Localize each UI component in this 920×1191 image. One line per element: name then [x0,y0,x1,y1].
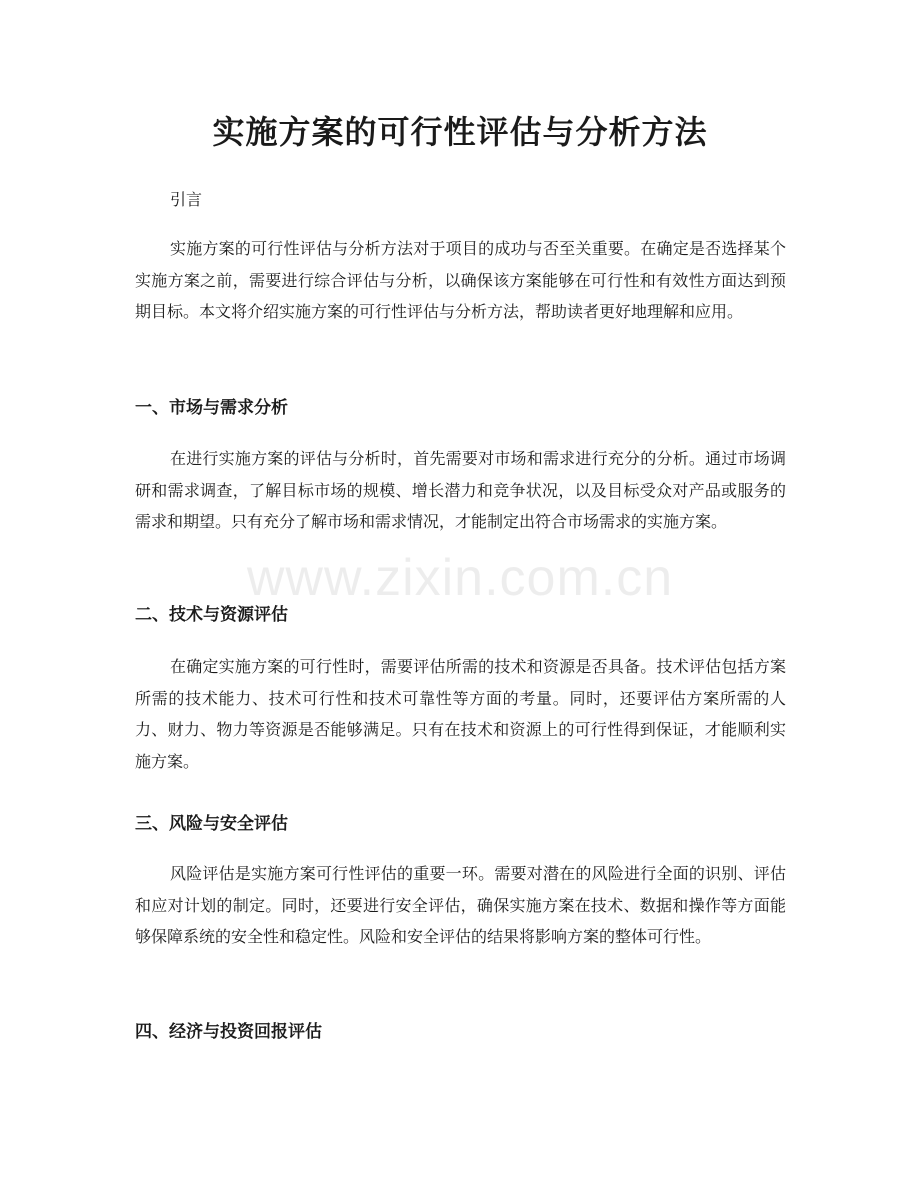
document-title: 实施方案的可行性评估与分析方法 [212,113,708,151]
section-heading-tech: 二、技术与资源评估 [135,605,288,625]
section-heading-market: 一、市场与需求分析 [135,398,288,418]
section-heading-economic: 四、经济与投资回报评估 [135,1022,322,1042]
section-heading-risk: 三、风险与安全评估 [135,814,288,834]
intro-paragraph: 实施方案的可行性评估与分析方法对于项目的成功与否至关重要。在确定是否选择某个实施方案之前，需要进行综合评估与分析，以确保该方案能够在可行性和有效性方面达到预期目标。本文将介绍实施方案的可行性评估与分析方法，帮助读者更好地理解和应用。 [135,239,786,321]
section-paragraph-risk: 风险评估是实施方案可行性评估的重要一环。需要对潜在的风险进行全面的识别、评估和应对计划的制定。同时，还要进行安全评估，确保实施方案在技术、数据和操作等方面能够保障系统的安全性和稳定性。风险和安全评估的结果将影响方案的整体可行性。 [135,864,786,946]
intro-label: 引言 [170,190,203,209]
section-paragraph-market: 在进行实施方案的评估与分析时，首先需要对市场和需求进行充分的分析。通过市场调研和需求调查，了解目标市场的规模、增长潜力和竞争状况，以及目标受众对产品或服务的需求和期望。只有充分了解市场和需求情况，才能制定出符合市场需求的实施方案。 [135,449,786,531]
section-paragraph-tech: 在确定实施方案的可行性时，需要评估所需的技术和资源是否具备。技术评估包括方案所需的技术能力、技术可行性和技术可靠性等方面的考量。同时，还要评估方案所需的人力、财力、物力等资源是否能够满足。只有在技术和资源上的可行性得到保证，才能顺利实施方案。 [135,657,786,771]
watermark: www.zixin.com.cn [246,549,674,607]
